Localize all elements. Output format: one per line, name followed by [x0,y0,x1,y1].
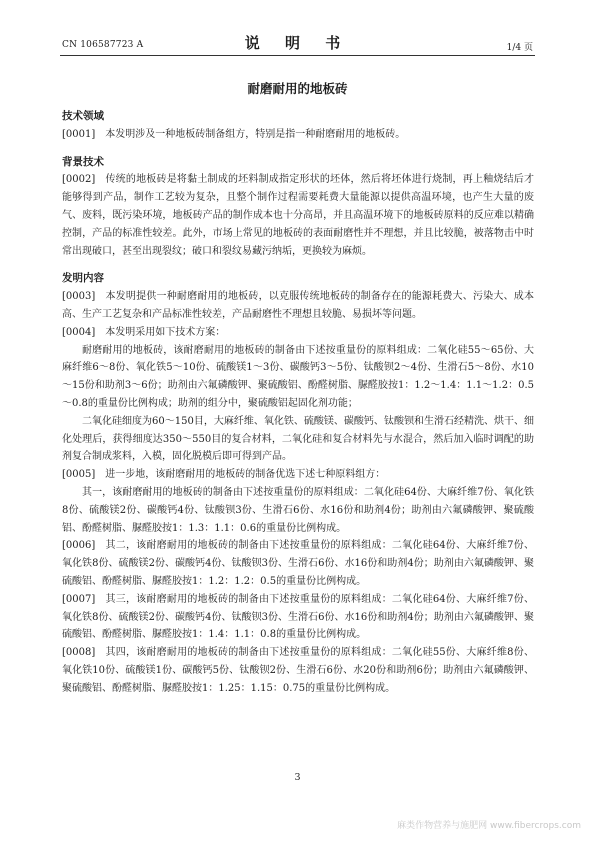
document-body [62,108,534,698]
paragraph-text: 其二，该耐磨耐用的地板砖的制备由下述按重量份的原料组成：二氧化硅64份、大麻纤维7份、氧化铁8份、硫酸镁2份、碳酸钙4份、钛酸钡3份、生滑石6份、水16份和助剂4份；助剂由六氟磷酸钾、聚硫酸铝、酚醛树脂、脲醛胶按1：1.2：1.2：0.5的重量份比例构成。 [62,540,534,587]
paragraph-number: [0005] [62,469,96,481]
header-page-of: 1/4 页 [506,43,533,53]
paragraph-number: [0006] [62,540,96,552]
paragraph-number: [0004] [62,326,96,338]
paragraph-0004-process: 二氧化硅细度为60～150目，大麻纤维、氧化铁、硫酸镁、碳酸钙、钛酸钡和生滑石经精洗、烘干、细化处理后，获得细度达350～550目的复合材料，二氧化硅和复合材料先与水混合，然后加入临时调配的助剂复合制成浆料，入模，固化脱模后即可得到产品。 [62,415,534,463]
section-heading-tech-field: 技术领域 [62,110,104,122]
header-rule [60,55,535,56]
paragraph-text: 其三，该耐磨耐用的地板砖的制备由下述按重量份的原料组成：二氧化硅64份、大麻纤维7份、氧化铁8份、硫酸镁2份、碳酸钙4份、钛酸钡3份、生滑石6份、水16份和助剂4份；助剂由六氟磷酸钾、聚硫酸铝、酚醛树脂、脲醛胶按1：1.4：1.1：0.8的重量份比例构成。 [62,593,534,641]
paragraph-text: 进一步地，该耐磨耐用的地板砖的制备优选下述七种原料组方： [105,469,386,481]
paragraph-number: [0002] [62,174,96,186]
paragraph-number: [0007] [62,593,96,605]
section-heading-background: 背景技术 [62,155,104,168]
page-number: 3 [294,772,301,783]
paragraph-0003 [62,288,534,324]
paragraph-number: [0008] [62,647,96,659]
header-doc-type: 说 明 书 [244,34,351,52]
watermark: 麻类作物营养与施肥网 www.fibercrops.com [397,821,581,831]
paragraph-0005 [62,466,534,484]
paragraph-0007 [62,591,534,644]
paragraph-0008 [62,644,534,697]
paragraph-0004 [62,324,534,342]
paragraph-text: 本发明提供一种耐磨耐用的地板砖，以克服传统地板砖的制备存在的能源耗费大、污染大、成本高、生产工艺复杂和产品标准性较差，产品耐磨性不理想且较脆、易损坏等问题。 [62,291,534,320]
paragraph-text: 本发明采用如下技术方案： [105,326,226,338]
paragraph-text: 本发明涉及一种地板砖制备组方，特别是指一种耐磨耐用的地板砖。 [105,128,406,140]
paragraph-number: [0001] [62,128,96,140]
paragraph-0001 [62,126,534,144]
header-pub-number: CN 106587723 A [62,40,144,50]
paragraph-0004-composition: 耐磨耐用的地板砖，该耐磨耐用的地板砖的制备由下述按重量份的原料组成：二氧化硅55～65份、大麻纤维6～8份、氧化铁5～10份、硫酸镁1～3份、碳酸钙3～5份、钛酸钡2～4份、生滑石5～8份、水10～15份和助剂3～6份；助剂由六氟磷酸钾、聚硫酸铝、酚醛树脂、脲醛胶按1：1.2～1.4：1.1～1.2：0.5～0.8的重量份比例构成；助剂的组分中，聚硫酸铝起固化剂功能； [62,344,534,409]
paragraph-0005-formula-1: 其一，该耐磨耐用的地板砖的制备由下述按重量份的原料组成：二氧化硅64份、大麻纤维7份、氧化铁8份、硫酸镁2份、碳酸钙4份、钛酸钡3份、生滑石6份、水16份和助剂4份；助剂由六氟磷酸钾、聚硫酸铝、酚醛树脂、脲醛胶按1：1.3：1.1：0.6的重量份比例构成。 [62,486,534,534]
paragraph-number: [0003] [62,291,96,303]
paragraph-text: 传统的地板砖是将黏土制成的坯料制成指定形状的坯体，然后将坯体进行烧制，再上釉烧结后才能够得到产品，制作工艺较为复杂，且整个制作过程需要耗费大量能源以提供高温环境，也产生大量的废气、废料，既污染环境，地板砖产品的制作成本也十分高昂，并且高温环境下的地板砖原料的反应难以精确控制，产品的标准性较差。此外，市场上常见的地板砖的表面耐磨性并不理想，并且比较脆，被落物击中时常出现破口，甚至出现裂纹；破口和裂纹易藏污纳垢，更换较为麻烦。 [62,174,534,257]
paragraph-text: 其四，该耐磨耐用的地板砖的制备由下述按重量份的原料组成：二氧化硅55份、大麻纤维8份、氧化铁10份、硫酸镁1份、碳酸钙5份、钛酸钡2份、生滑石6份、水20份和助剂6份；助剂由六氟磷酸钾、聚硫酸铝、酚醛树脂、脲醛胶按1：1.25：1.15：0.75的重量份比例构成。 [62,647,534,694]
section-heading-invention: 发明内容 [62,272,104,285]
paragraph-0006 [62,537,534,590]
paragraph-0002 [62,171,534,260]
document-title: 耐磨耐用的地板砖 [247,81,348,96]
